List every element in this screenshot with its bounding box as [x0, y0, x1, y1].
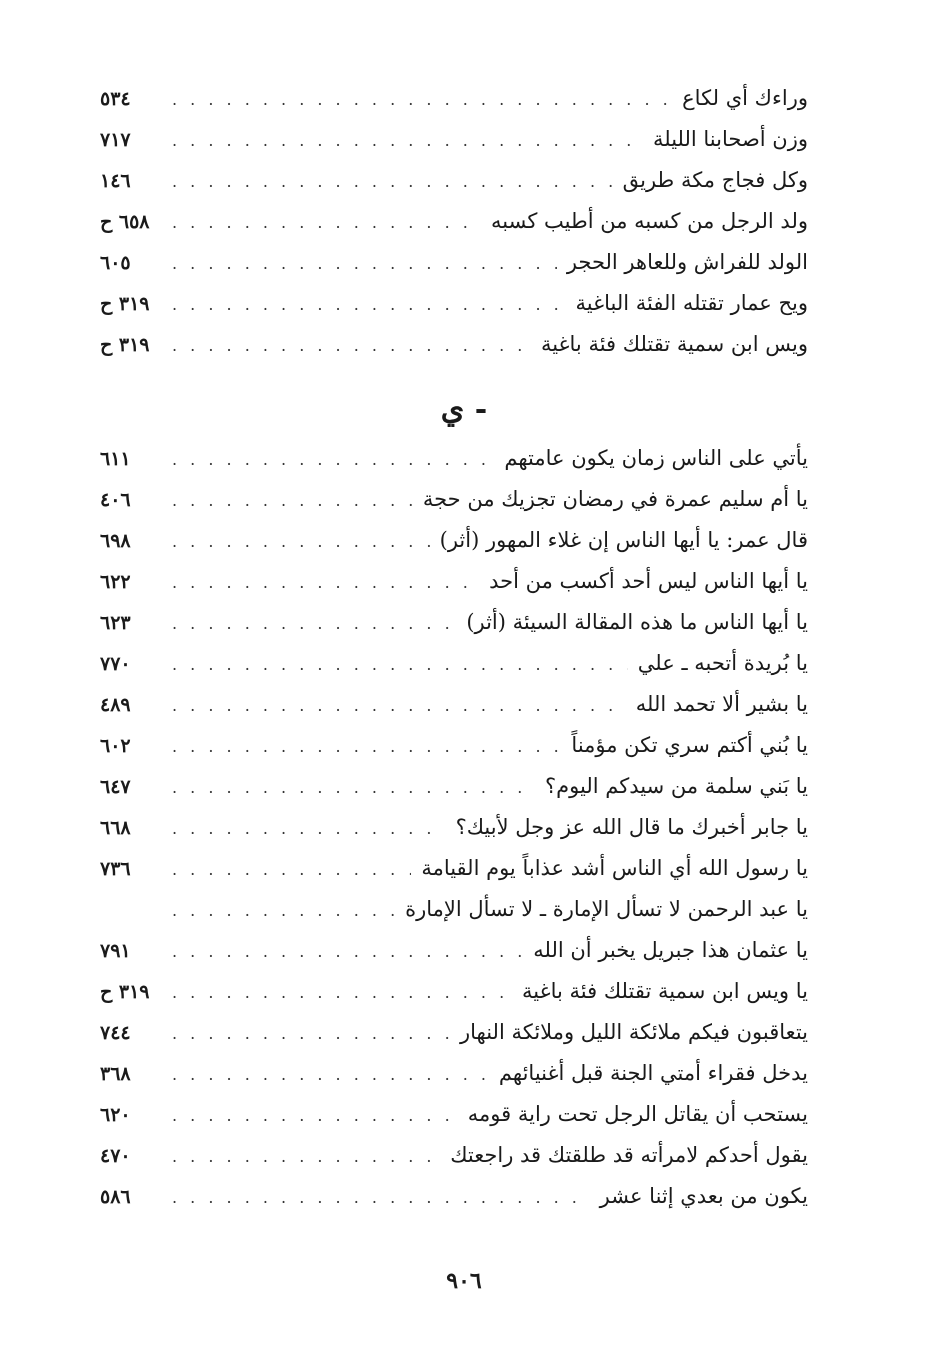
- index-entry: [100, 78, 808, 119]
- dot-leader: [172, 972, 512, 1013]
- entry-text: يدخل فقراء أمتي الجنة قبل أغنيائهم: [498, 1061, 808, 1085]
- entry-page: ٦٥٨ ح: [100, 211, 150, 233]
- entry-page: ٤٨٩: [100, 694, 131, 716]
- entry-text: يكون من بعدي إثنا عشر: [599, 1184, 808, 1208]
- dot-leader: [172, 1136, 440, 1177]
- entry-text: يا عبد الرحمن لا تسأل الإمارة ـ لا تسأل الإمارة: [405, 897, 808, 921]
- index-entry: [100, 479, 808, 520]
- entry-page: ٦٢٢: [100, 571, 131, 593]
- dot-leader: [172, 685, 626, 726]
- dot-leader: [172, 284, 566, 325]
- entry-text: الولد للفراش وللعاهر الحجر: [566, 250, 808, 274]
- index-entry: [100, 930, 808, 971]
- entry-text: وزن أصحابنا الليلة: [653, 127, 808, 151]
- index-entry: [100, 324, 808, 365]
- dot-leader: [172, 521, 430, 562]
- page-number: ٩٠٦: [446, 1268, 482, 1294]
- entry-text: قال عمر: يا أيها الناس إن غلاء المهور (أثر): [439, 528, 808, 552]
- dot-leader: [172, 931, 523, 972]
- index-entry: [100, 1094, 808, 1135]
- index-entry: [100, 684, 808, 725]
- entry-page: ٦٤٧: [100, 776, 131, 798]
- entry-page: ١٤٦: [100, 170, 131, 192]
- entry-text: وكل فجاج مكة طريق: [622, 168, 808, 192]
- index-entry: [100, 119, 808, 160]
- entry-page: ٦٩٨: [100, 530, 131, 552]
- entry-page: ٤٠٦: [100, 489, 131, 511]
- index-entry: [100, 971, 808, 1012]
- entry-page: ٣٦٨: [100, 1063, 131, 1085]
- entry-page: ٧٩١: [100, 940, 131, 962]
- dot-leader: [172, 644, 628, 685]
- index-entry: [100, 242, 808, 283]
- dot-leader: [172, 849, 411, 890]
- entry-text: ويس ابن سمية تقتلك فئة باغية: [540, 332, 808, 356]
- entry-page: ٣١٩ ح: [100, 334, 150, 356]
- entry-text: يا بُريدة أتحبه ـ علي: [637, 651, 808, 675]
- index-entry: [100, 1176, 808, 1217]
- dot-leader: [172, 161, 613, 202]
- index-list-top: [100, 78, 808, 365]
- index-entry: [100, 520, 808, 561]
- index-entry: [100, 807, 808, 848]
- entry-text: يتعاقبون فيكم ملائكة الليل وملائكة النهار: [460, 1020, 808, 1044]
- entry-text: يا عثمان هذا جبريل يخبر أن الله: [533, 938, 808, 962]
- dot-leader: [172, 1013, 450, 1054]
- index-entry: [100, 889, 808, 930]
- entry-page: ٦١١: [100, 448, 131, 470]
- index-entry: [100, 1135, 808, 1176]
- index-entry: [100, 283, 808, 324]
- index-entry: [100, 1012, 808, 1053]
- entry-page: ٧٣٦: [100, 858, 131, 880]
- entry-text: ويح عمار تقتله الفئة الباغية: [575, 291, 808, 315]
- entry-text: يا ويس ابن سمية تقتلك فئة باغية: [522, 979, 808, 1003]
- entry-text: ولد الرجل من كسبه من أطيب كسبه: [491, 209, 808, 233]
- entry-text: يا أيها الناس ما هذه المقالة السيئة (أثر): [466, 610, 808, 634]
- dot-leader: [172, 325, 531, 366]
- entry-text: يا بُني أكتم سري تكن مؤمناً: [571, 733, 808, 757]
- entry-text: يا بَني سلمة من سيدكم اليوم؟: [545, 774, 808, 798]
- entry-page: ٦٢٣: [100, 612, 131, 634]
- dot-leader: [172, 726, 561, 767]
- dot-leader: [172, 243, 557, 284]
- index-entry: [100, 848, 808, 889]
- entry-page: ٦٠٢: [100, 735, 131, 757]
- entry-page: ٦٠٥: [100, 252, 131, 274]
- entry-text: يا بشير ألا تحمد الله: [635, 692, 808, 716]
- entry-page: ٤٧٠: [100, 1145, 131, 1167]
- index-entry: [100, 160, 808, 201]
- index-entry: [100, 725, 808, 766]
- dot-leader: [172, 767, 535, 808]
- entry-page: ٥٨٦: [100, 1186, 131, 1208]
- dot-leader: [172, 1054, 489, 1095]
- dot-leader: [172, 562, 479, 603]
- dot-leader: [172, 480, 413, 521]
- entry-page: ٣١٩ ح: [100, 981, 150, 1003]
- entry-text: يستحب أن يقاتل الرجل تحت راية قومه: [467, 1102, 808, 1126]
- dot-leader: [172, 808, 446, 849]
- section-heading: - ي: [440, 392, 488, 427]
- index-entry: [100, 1053, 808, 1094]
- dot-leader: [172, 202, 481, 243]
- dot-leader: [172, 603, 456, 644]
- index-entry: [100, 438, 808, 479]
- entry-text: يا رسول الله أي الناس أشد عذاباً يوم القيامة: [421, 856, 808, 880]
- dot-leader: [172, 1095, 458, 1136]
- entry-page: ٥٣٤: [100, 88, 131, 110]
- index-list-bottom: [100, 438, 808, 1217]
- entry-text: وراءك أي لكاع: [682, 86, 808, 110]
- entry-page: ٧١٧: [100, 129, 131, 151]
- entry-page: ٦٢٠: [100, 1104, 131, 1126]
- index-entry: [100, 766, 808, 807]
- entry-text: يا أم سليم عمرة في رمضان تجزيك من حجة: [422, 487, 808, 511]
- entry-text: يقول أحدكم لامرأته قد طلقتك قد راجعتك: [450, 1143, 808, 1167]
- dot-leader: [172, 890, 395, 931]
- entry-page: ٦٦٨: [100, 817, 131, 839]
- entry-page: ٧٤٤: [100, 1022, 131, 1044]
- entry-text: يا جابر أخبرك ما قال الله عز وجل لأبيك؟: [455, 815, 808, 839]
- index-entry: [100, 201, 808, 242]
- index-entry: [100, 602, 808, 643]
- index-entry: [100, 561, 808, 602]
- dot-leader: [172, 120, 643, 161]
- entry-text: يا أيها الناس ليس أحد أكسب من أحد: [489, 569, 808, 593]
- entry-page: ٣١٩ ح: [100, 293, 150, 315]
- dot-leader: [172, 439, 494, 480]
- entry-page: ٧٧٠: [100, 653, 131, 675]
- dot-leader: [172, 1177, 590, 1218]
- entry-text: يأتي على الناس زمان يكون عامتهم: [504, 446, 808, 470]
- dot-leader: [172, 79, 672, 120]
- index-entry: [100, 643, 808, 684]
